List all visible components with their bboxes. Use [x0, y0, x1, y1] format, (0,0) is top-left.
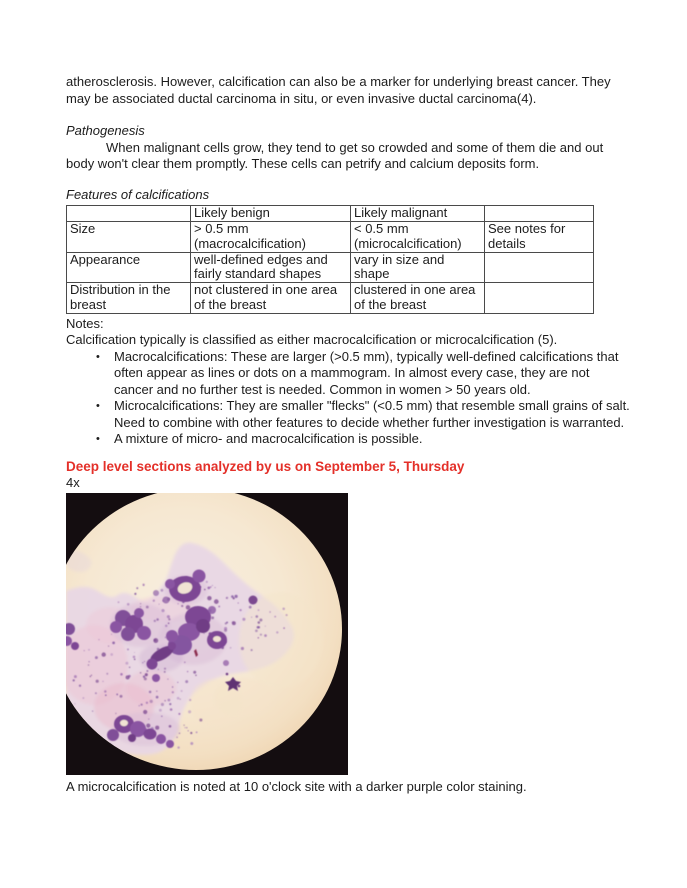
- list-item: [96, 431, 631, 448]
- row-label: Size: [67, 222, 191, 253]
- cell-malignant: clustered in one area of the breast: [351, 283, 485, 314]
- list-item-text: A mixture of micro- and macrocalcification is possible.: [114, 431, 423, 447]
- bullet-icon: •: [96, 433, 100, 446]
- intro-paragraph: atherosclerosis. However, calcification can also be a marker for underlying breast cancer. They may be associated ductal carcinoma in situ, or even invasive ductal carcinoma(4).: [66, 74, 611, 106]
- table-row: [67, 283, 594, 314]
- header-cell-malignant: Likely malignant: [351, 206, 485, 222]
- magnification-label: 4x: [66, 475, 80, 491]
- notes-list: [66, 349, 631, 448]
- micrograph-figure: [66, 493, 348, 775]
- pathogenesis-heading: Pathogenesis: [66, 123, 145, 138]
- bullet-icon: •: [96, 400, 100, 413]
- cell-malignant: < 0.5 mm (microcalcification): [351, 222, 485, 253]
- header-cell-empty2: [485, 206, 594, 222]
- cell-benign: not clustered in one area of the breast: [191, 283, 351, 314]
- header-cell-empty: [67, 206, 191, 222]
- bullet-icon: •: [96, 350, 100, 363]
- features-heading: Features of calcifications: [66, 186, 210, 202]
- notes-heading: Notes:: [66, 315, 104, 331]
- list-item: [96, 348, 631, 399]
- features-table: [66, 205, 594, 314]
- pathogenesis-body: When malignant cells grow, they tend to get so crowded and some of them die and out body won't clear them promptly. These cells can petrify and calcium deposits form.: [66, 139, 604, 171]
- cell-notes: [485, 252, 594, 283]
- header-cell-benign: Likely benign: [191, 206, 351, 222]
- cell-benign: well-defined edges and fairly standard shapes: [191, 252, 351, 283]
- list-item-text: Macrocalcifications: These are larger (>0.5 mm), typically well-defined calcifications that often appear as lines or dots on a mammogram. In almost every case, they are not cancer and no further test is needed. Common in women > 50 years old.: [114, 348, 619, 397]
- row-label: Appearance: [67, 252, 191, 283]
- row-label: Distribution in the breast: [67, 283, 191, 314]
- cell-notes: [485, 283, 594, 314]
- cell-malignant: vary in size and shape: [351, 252, 485, 283]
- list-item-text: Microcalcifications: They are smaller "flecks" (<0.5 mm) that resemble small grains of salt. Need to combine with other features to decide whether further investigation is warranted.: [114, 398, 630, 430]
- cell-benign: > 0.5 mm (macrocalcification): [191, 222, 351, 253]
- table-header-row: [67, 206, 594, 222]
- table-row: [67, 252, 594, 283]
- figure-caption: A microcalcification is noted at 10 o'clock site with a darker purple color staining.: [66, 778, 527, 794]
- notes-intro: Calcification typically is classified as either macrocalcification or microcalcification (5).: [66, 332, 558, 348]
- cell-notes: See notes for details: [485, 222, 594, 253]
- section-heading: Deep level sections analyzed by us on September 5, Thursday: [66, 458, 465, 474]
- list-item: [96, 398, 631, 431]
- micrograph-image: [66, 493, 348, 775]
- table-row: [67, 222, 594, 253]
